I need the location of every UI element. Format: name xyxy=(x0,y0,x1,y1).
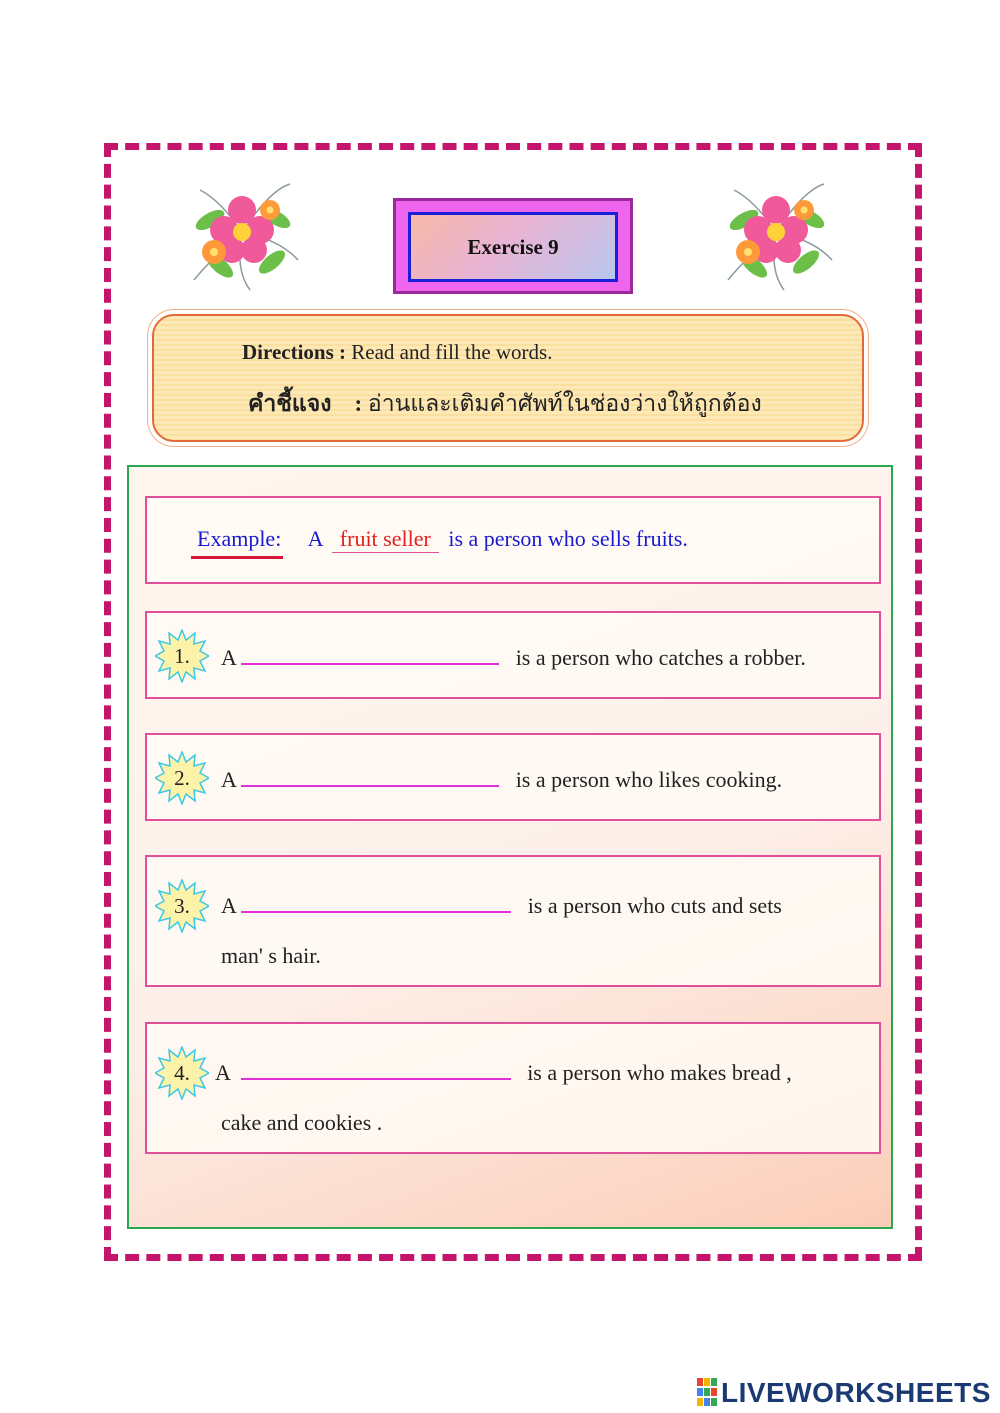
flower-decoration-right xyxy=(714,170,838,294)
question-box-3 xyxy=(145,855,881,987)
question-article: A xyxy=(215,1060,230,1085)
exercise-title: Exercise 9 xyxy=(408,212,618,282)
question-number-badge xyxy=(155,1046,209,1100)
example-rest: is a person who sells fruits. xyxy=(448,526,688,551)
liveworksheets-logo[interactable] xyxy=(697,1376,991,1410)
example-article: A xyxy=(307,526,323,551)
question-box-2 xyxy=(145,733,881,821)
question-text: is a person who cuts and sets xyxy=(527,893,782,918)
answer-blank-3[interactable] xyxy=(241,911,511,913)
question-line-1 xyxy=(221,645,806,671)
question-line-3-continued: man' s hair. xyxy=(221,943,321,968)
directions-english-label: Directions : xyxy=(242,340,347,364)
example-sentence xyxy=(197,526,688,553)
answer-blank-4[interactable] xyxy=(241,1078,511,1080)
question-number: 4. xyxy=(174,1060,190,1085)
question-number-badge xyxy=(155,751,209,805)
directions-english-text: Read and fill the words. xyxy=(351,340,553,364)
flower-decoration-left xyxy=(180,170,304,294)
directions-thai-separator: : xyxy=(354,391,363,416)
liveworksheets-brand-text: LIVEWORKSHEETS xyxy=(721,1377,991,1408)
question-article: A xyxy=(221,767,236,792)
question-box-4 xyxy=(145,1022,881,1154)
directions-panel xyxy=(152,314,864,442)
example-box xyxy=(145,496,881,584)
directions-thai-text: อ่านและเติมคำศัพท์ในช่องว่างให้ถูกต้อง xyxy=(367,391,762,416)
question-number: 1. xyxy=(174,643,190,668)
question-text: is a person who makes bread , xyxy=(527,1060,792,1085)
example-answer: fruit seller xyxy=(332,526,439,553)
question-line-4 xyxy=(215,1060,792,1086)
liveworksheets-logo-icon xyxy=(697,1378,719,1408)
question-article: A xyxy=(221,645,236,670)
exercise-content-area xyxy=(127,465,893,1229)
directions-thai xyxy=(248,386,762,422)
exercise-title-box xyxy=(393,198,633,294)
directions-english xyxy=(242,340,552,365)
question-number: 3. xyxy=(174,893,190,918)
question-number-badge xyxy=(155,629,209,683)
answer-blank-1[interactable] xyxy=(241,663,499,665)
answer-blank-2[interactable] xyxy=(241,785,499,787)
question-text: is a person who likes cooking. xyxy=(515,767,783,792)
question-line-4-continued: cake and cookies . xyxy=(221,1110,383,1135)
example-label: Example: xyxy=(197,526,282,551)
question-line-3 xyxy=(221,893,782,919)
question-text: is a person who catches a robber. xyxy=(515,645,806,670)
question-article: A xyxy=(221,893,236,918)
question-number-badge xyxy=(155,879,209,933)
question-line-2 xyxy=(221,767,782,793)
directions-thai-label: คำชี้แจง xyxy=(248,391,332,416)
question-box-1 xyxy=(145,611,881,699)
question-number: 2. xyxy=(174,765,190,790)
